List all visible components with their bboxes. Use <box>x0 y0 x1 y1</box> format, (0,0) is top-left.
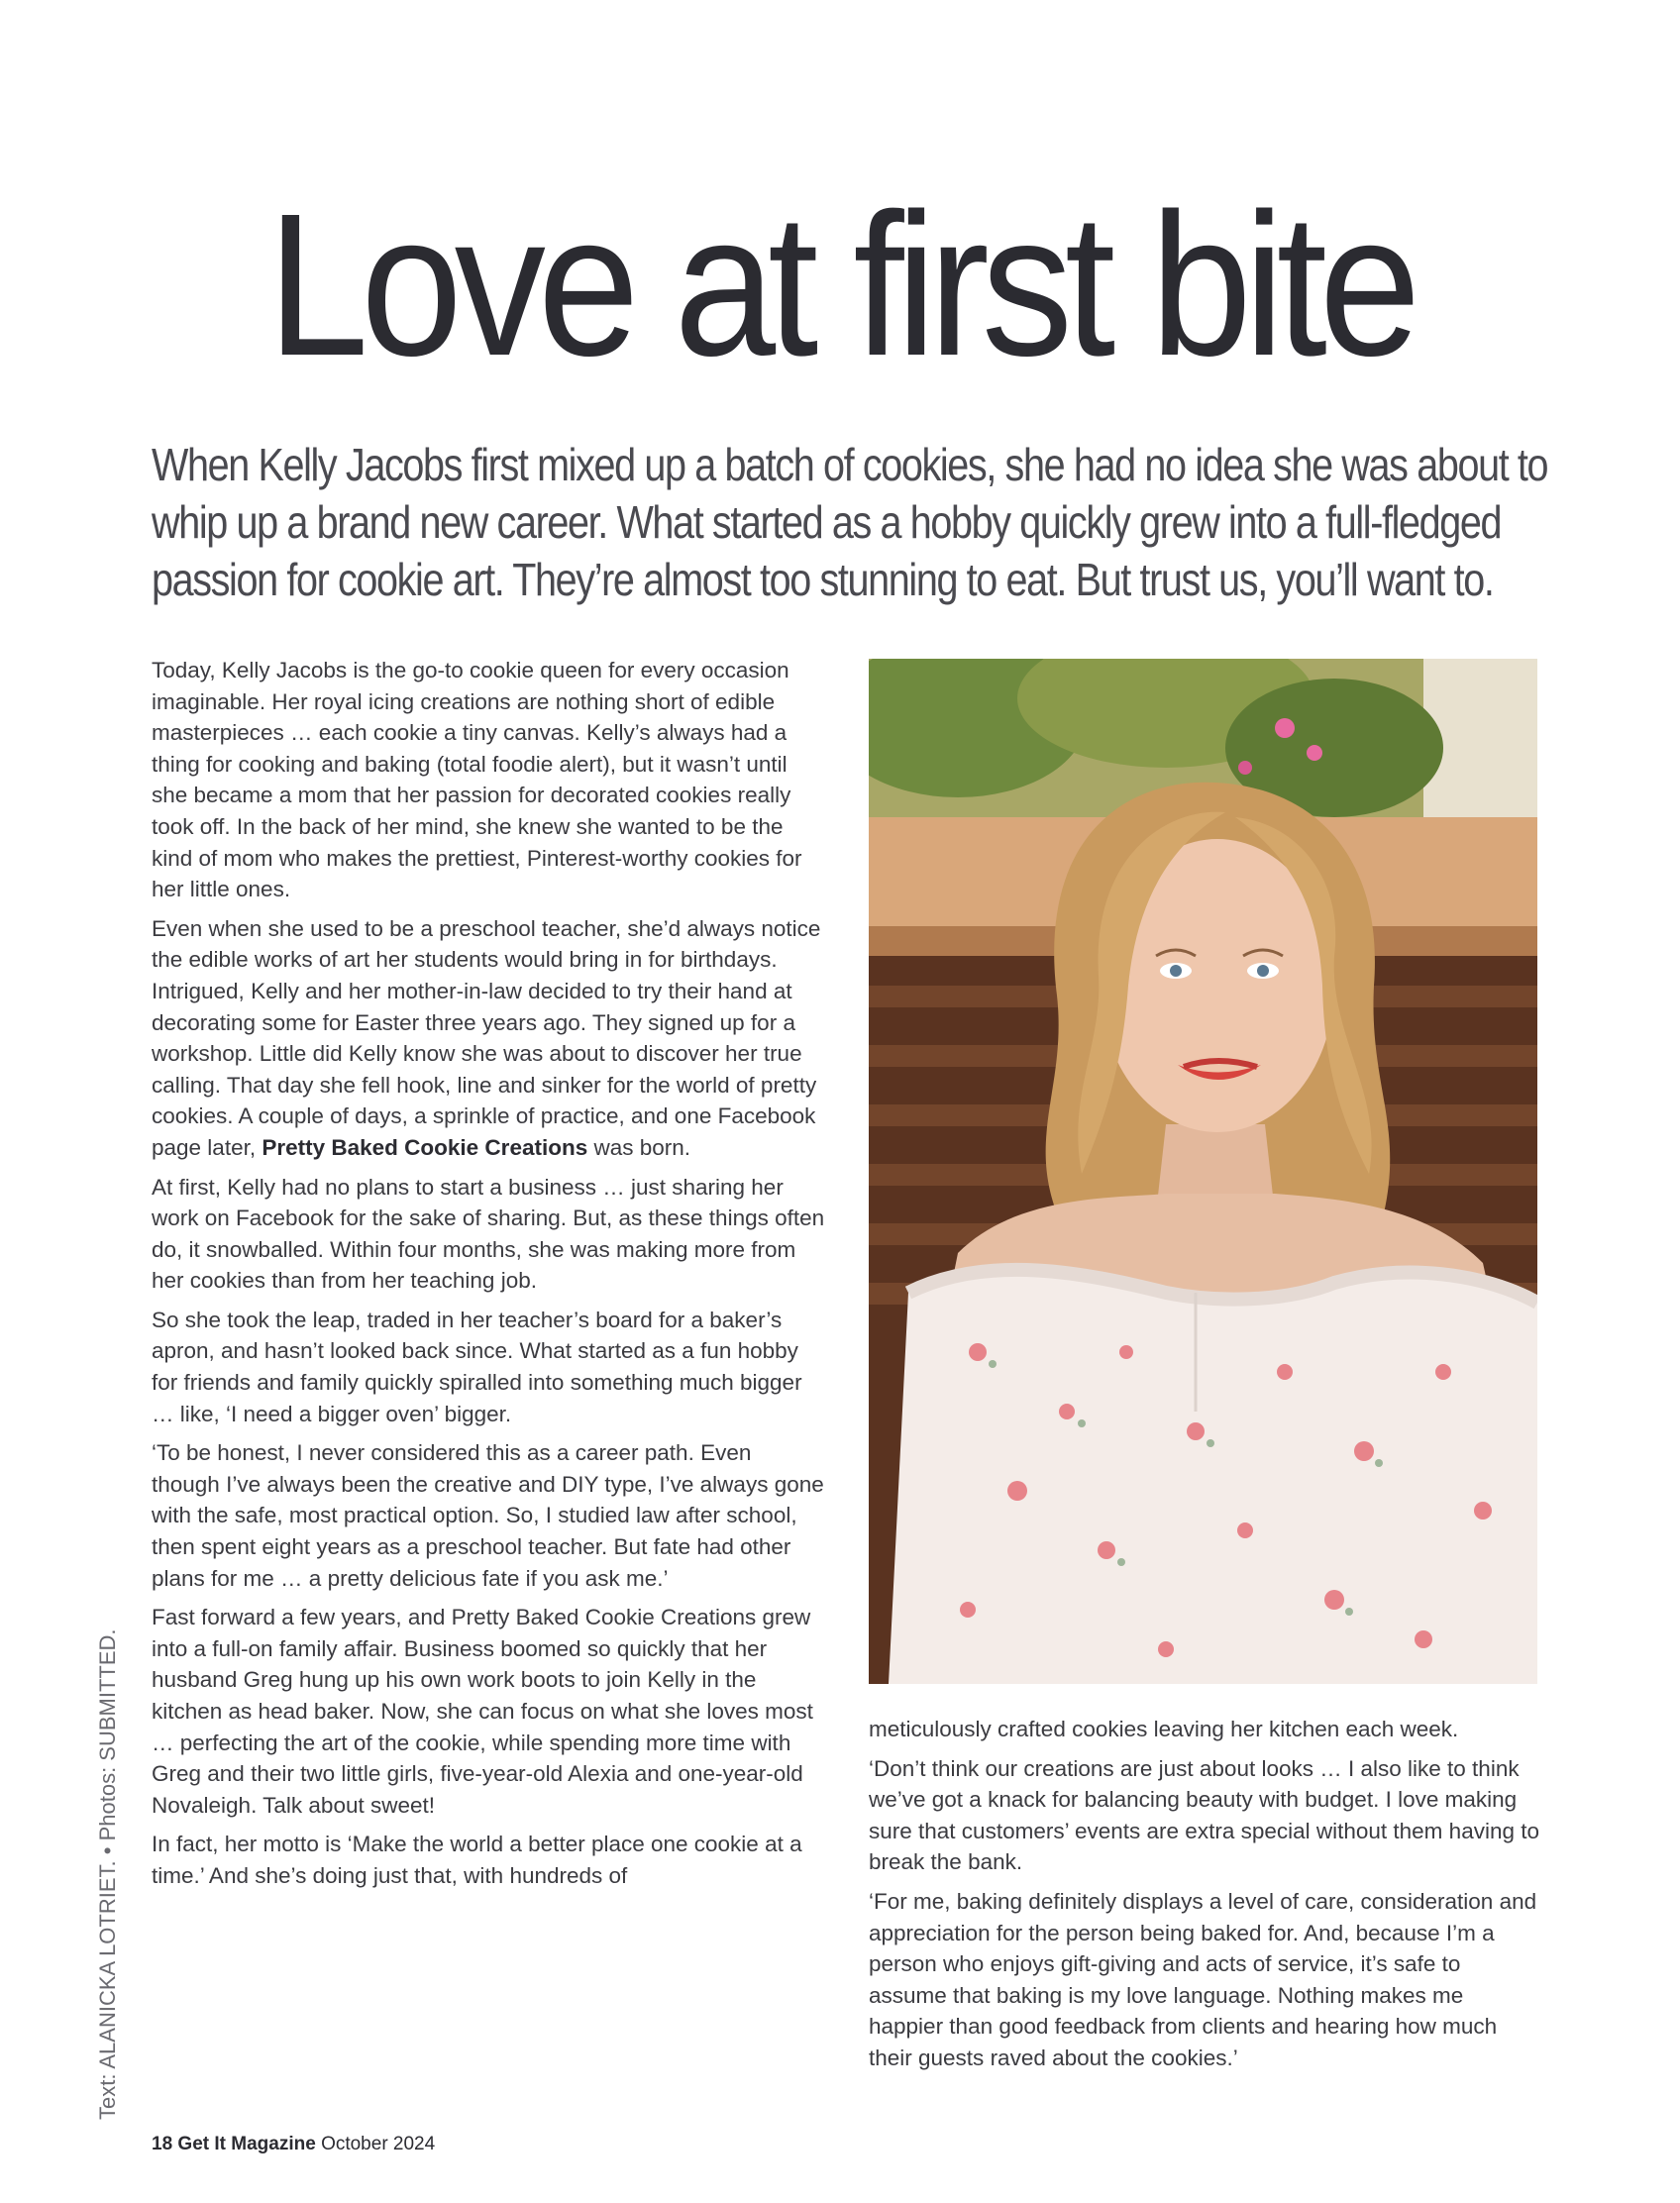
page-number: 18 <box>152 2134 173 2154</box>
issue-date: October 2024 <box>321 2134 436 2154</box>
portrait-photo <box>869 659 1537 1684</box>
paragraph: Today, Kelly Jacobs is the go-to cookie queen for every occasion imaginable. Her royal icing creations are nothing short of edible masterpieces … each cookie a tiny canvas. Kelly’s always had a thing for cooking and baking (total foodie alert), but it wasn’t until she became a mom that her passion for decorated cookies really took off. In the back of her mind, she knew she wanted to be the kind of mom who makes the prettiest, Pinterest-worthy cookies for her little ones. <box>152 658 802 902</box>
magazine-name: Get It Magazine <box>177 2134 316 2154</box>
business-name: Pretty Baked Cookie Creations <box>262 1134 588 1160</box>
headline: Love at first bite <box>266 171 1414 398</box>
paragraph: meticulously crafted cookies leaving her kitchen each week. <box>869 1717 1459 1741</box>
page-footer <box>152 2134 435 2155</box>
paragraph <box>152 913 825 1164</box>
paragraph: ‘Don’t think our creations are just about looks … I also like to think we’ve got a knack for balancing beauty with budget. I love making sure that customers’ events are extra special without them having to break the bank. <box>869 1755 1539 1875</box>
body-column-right <box>869 1714 1542 2082</box>
paragraph-text: was born. <box>593 1134 691 1160</box>
body-column-left <box>152 655 825 1900</box>
standfirst: When Kelly Jacobs first mixed up a batch of cookies, she had no idea she was about to whip up a brand new career. What started as a hobby quickly grew into a full-fledged passion for cookie art. They’re almost too stunning to eat. But trust us, you’ll want to. <box>152 439 1548 605</box>
paragraph: ‘For me, baking definitely displays a level of care, consideration and appreciation for the person being baked for. And, because I’m a person who enjoys gift-giving and acts of service, it’s safe to assume that baking is my love language. Nothing makes me happier than good feedback from clients and hearing how much their guests raved about the cookies.’ <box>869 1888 1537 2070</box>
paragraph: So she took the leap, traded in her teacher’s board for a baker’s apron, and hasn’t looked back since. What started as a fun hobby for friends and family quickly spiralled into something much bigger … like, ‘I need a bigger oven’ bigger. <box>152 1307 802 1426</box>
paragraph-text: Even when she used to be a preschool teacher, she’d always notice the edible works of art her students would bring in for birthdays. Intrigued, Kelly and her mother-in-law decided to try their hand at decorating some for Easter three years ago. They signed up for a workshop. Little did Kelly know she was about to discover her true calling. That day she fell hook, line and sinker for the world of pretty cookies. A couple of days, a sprinkle of practice, and one Facebook page later, <box>152 915 821 1160</box>
photo-credit: Text: ALANICKA LOTRIET. • Photos: SUBMITTED. <box>95 1628 120 2120</box>
paragraph: At first, Kelly had no plans to start a business … just sharing her work on Facebook for the sake of sharing. But, as these things often do, it snowballed. Within four months, she was making more from her cookies than from her teaching job. <box>152 1174 825 1294</box>
paragraph: In fact, her motto is ‘Make the world a better place one cookie at a time.’ And she’s doing just that, with hundreds of <box>152 1832 802 1888</box>
paragraph: Fast forward a few years, and Pretty Baked Cookie Creations grew into a full-on family affair. Business boomed so quickly that her husband Greg hung up his own work boots to join Kelly in the kitchen as head baker. Now, she can focus on what she loves most … perfecting the art of the cookie, while spending more time with Greg and their two little girls, five-year-old Alexia and one-year-old Novaleigh. Talk about sweet! <box>152 1605 813 1818</box>
paragraph: ‘To be honest, I never considered this as a career path. Even though I’ve always been the creative and DIY type, I’ve always gone with the safe, most practical option. So, I studied law after school, then spent eight years as a preschool teacher. But fate had other plans for me … a pretty delicious fate if you ask me.’ <box>152 1440 824 1591</box>
